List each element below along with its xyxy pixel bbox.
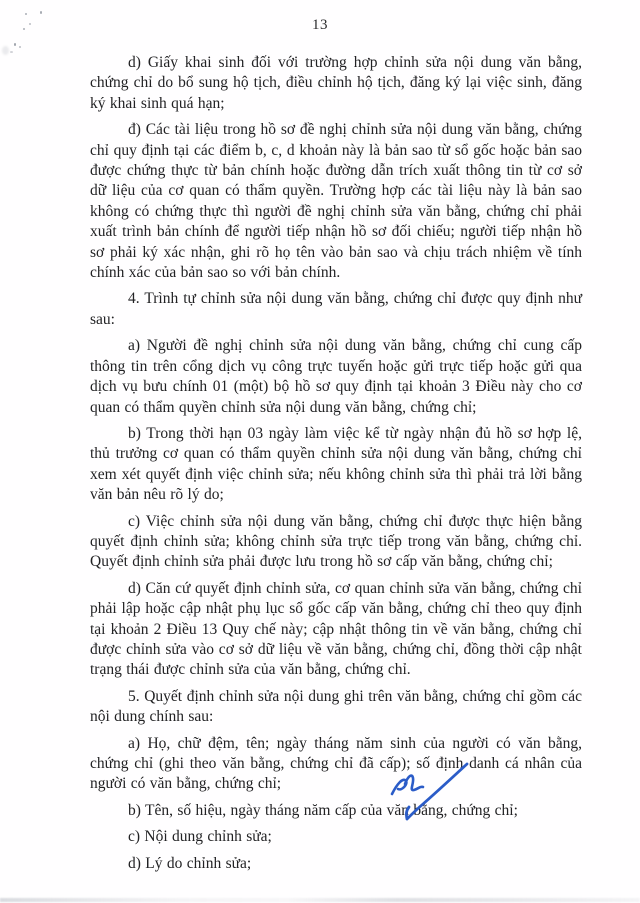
scan-speck — [23, 28, 25, 30]
clause-4a: a) Người đề nghị chỉnh sửa nội dung văn bằng, chứng chỉ cung cấp thông tin trên cổng dịch vụ công trực tuyến hoặc gửi trực tiếp hoặc gửi qua dịch vụ bưu chính 01 (một) bộ hồ sơ quy định tại khoản 3 Điều này cho cơ quan có thẩm quyền chỉnh sửa nội dung văn bằng, chứng chỉ; — [90, 337, 582, 416]
clause-5a: a) Họ, chữ đệm, tên; ngày tháng năm sinh của người có văn bằng, chứng chỉ (ghi theo văn bằng, chứng chỉ đã cấp); số định danh cá nhân của người có văn bằng, chứng chỉ; — [90, 734, 582, 793]
clause-5c: c) Nội dung chỉnh sửa; — [128, 828, 272, 846]
scan-speck — [19, 46, 21, 48]
item-4-heading: 4. Trình tự chỉnh sửa nội dung văn bằng, chứng chỉ được quy định như sau: — [90, 290, 582, 328]
scan-speck — [25, 13, 27, 15]
scan-speck — [14, 43, 16, 46]
clause-4d: d) Căn cứ quyết định chỉnh sửa, cơ quan chỉnh sửa văn bằng, chứng chỉ phải lập hoặc cập nhật phụ lục sổ gốc cấp văn bằng, chứng chỉ theo quy định tại khoản 2 Điều 13 Quy chế này; cập nhật thông tin về văn bằng, chứng chỉ được chỉnh sửa vào cơ sở dữ liệu về văn bằng, chứng chỉ, đồng thời cập nhật trạng thái được chỉnh sửa của văn bằng, chứng chỉ. — [90, 579, 582, 679]
document-text-block — [90, 53, 582, 880]
clause-3dd: đ) Các tài liệu trong hồ sơ đề nghị chỉnh sửa nội dung văn bằng, chứng chỉ quy định tại các điểm b, c, d khoản này là bản sao từ sổ gốc hoặc bản sao được chứng thực từ bản chính hoặc đường dẫn trích xuất thông tin từ cơ sở dữ liệu của cơ quan có thẩm quyền. Trường hợp các tài liệu này là bản sao không có chứng thực thì người đề nghị chỉnh sửa văn bằng, chứng chỉ phải xuất trình bản chính để người tiếp nhận hồ sơ đối chiếu; người tiếp nhận hồ sơ phải ký xác nhận, ghi rõ họ tên vào bản sao và chịu trách nhiệm về tính chính xác của bản sao so với bản chính. — [90, 121, 582, 282]
page-number: 13 — [312, 17, 328, 33]
clause-5d: d) Lý do chỉnh sửa; — [128, 854, 252, 872]
scan-speck — [40, 11, 42, 14]
clause-4c: c) Việc chỉnh sửa nội dung văn bằng, chứng chỉ được thực hiện bằng quyết định chỉnh sửa; không chỉnh sửa trực tiếp trong văn bằng, chứng chỉ. Quyết định chỉnh sửa phải được lưu trong hồ sơ cấp văn bằng, chứng chỉ; — [90, 512, 582, 571]
clause-5b: b) Tên, số hiệu, ngày tháng năm cấp của văn bằng, chứng chỉ; — [128, 801, 518, 819]
handwritten-initials-mark — [383, 758, 475, 830]
scan-speck — [10, 51, 13, 53]
scan-speck — [29, 23, 31, 25]
initials-scribble — [392, 776, 423, 794]
clause-4b: b) Trong thời hạn 03 ngày làm việc kể từ ngày nhận đủ hồ sơ hợp lệ, thủ trưởng cơ quan có thẩm quyền chỉnh sửa nội dung văn bằng, chứng chỉ xem xét quyết định việc chỉnh sửa; nếu không chỉnh sửa thì phải trả lời bằng văn bản nêu rõ lý do; — [90, 424, 582, 504]
clause-3d: d) Giấy khai sinh đối với trường hợp chỉnh sửa nội dung văn bằng, chứng chỉ do bổ sung hộ tịch, điều chỉnh hộ tịch, đăng ký lại việc sinh, đăng ký khai sinh quá hạn; — [90, 54, 582, 112]
item-5-heading: 5. Quyết định chỉnh sửa nội dung ghi trên văn bằng, chứng chỉ gồm các nội dung chính sau: — [90, 687, 582, 726]
flourish-stroke — [406, 764, 467, 819]
scan-smudge — [2, 46, 9, 55]
scan-edge-shadow — [0, 898, 640, 902]
